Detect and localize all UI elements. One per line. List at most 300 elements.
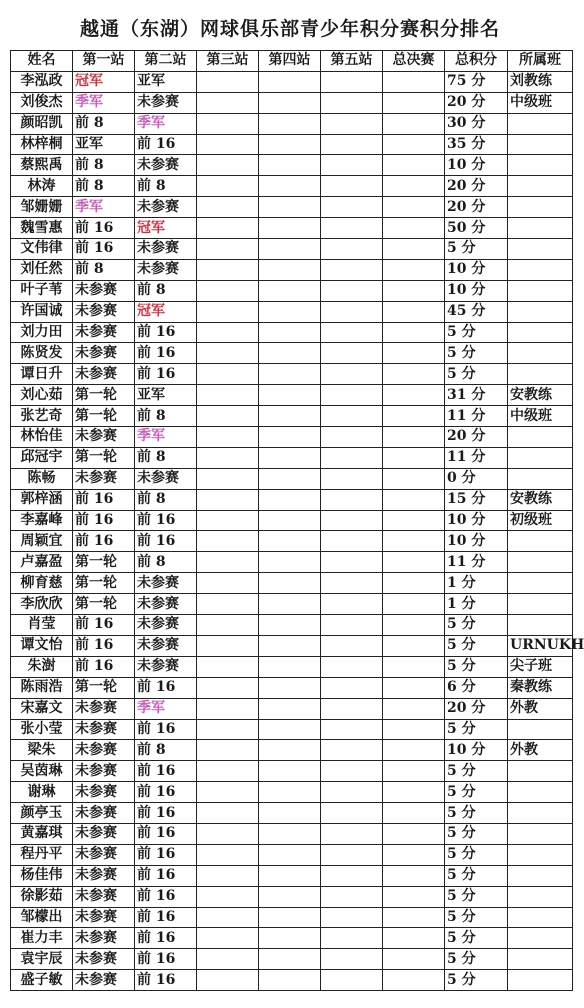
stage-1-result-cell: 第一轮	[73, 406, 135, 427]
stage-1-result-cell: 第一轮	[73, 552, 135, 573]
table-row	[11, 510, 573, 531]
player-name-cell: 叶子苇	[11, 280, 73, 301]
table-row	[11, 803, 573, 824]
table-row	[11, 844, 573, 865]
total-points-cell: 20 分	[445, 176, 508, 197]
class-cell	[508, 719, 573, 740]
stage-3-result-cell	[197, 719, 259, 740]
stage-5-result-cell	[321, 761, 383, 782]
final-result-cell	[383, 719, 445, 740]
stage-2-result-cell: 前 16	[135, 719, 197, 740]
stage-3-result-cell	[197, 343, 259, 364]
player-name-cell: 张小莹	[11, 719, 73, 740]
player-name-cell: 谢琳	[11, 782, 73, 803]
stage-2-result-cell: 前 16	[135, 907, 197, 928]
stage-5-result-cell	[321, 427, 383, 448]
stage-4-result-cell	[259, 949, 321, 970]
total-points-cell: 5 分	[445, 803, 508, 824]
stage-2-result-cell: 前 8	[135, 447, 197, 468]
stage-4-result-cell	[259, 134, 321, 155]
stage-2-result-cell: 前 16	[135, 343, 197, 364]
class-cell	[508, 782, 573, 803]
total-points-cell: 5 分	[445, 782, 508, 803]
stage-1-result-cell: 未参赛	[73, 343, 135, 364]
final-result-cell	[383, 677, 445, 698]
total-points-cell: 20 分	[445, 698, 508, 719]
final-result-cell	[383, 698, 445, 719]
stage-5-result-cell	[321, 280, 383, 301]
stage-5-result-cell	[321, 113, 383, 134]
stage-3-result-cell	[197, 155, 259, 176]
stage-1-result-cell: 未参赛	[73, 886, 135, 907]
final-result-cell	[383, 134, 445, 155]
stage-5-result-cell	[321, 71, 383, 92]
stage-5-result-cell	[321, 677, 383, 698]
class-cell	[508, 113, 573, 134]
table-header-row	[11, 51, 573, 72]
stage-1-result-cell: 第一轮	[73, 573, 135, 594]
table-body	[11, 71, 584, 990]
table-row	[11, 886, 573, 907]
stage-2-result-cell: 亚军	[135, 71, 197, 92]
stage-1-result-cell: 未参赛	[73, 844, 135, 865]
final-result-cell	[383, 886, 445, 907]
table-row	[11, 239, 573, 260]
table-row	[11, 218, 573, 239]
stage-3-result-cell	[197, 427, 259, 448]
header-stage-5: 第五站	[321, 51, 383, 72]
player-name-cell: 朱澍	[11, 656, 73, 677]
stage-5-result-cell	[321, 343, 383, 364]
stage-4-result-cell	[259, 573, 321, 594]
stage-3-result-cell	[197, 322, 259, 343]
class-cell	[508, 761, 573, 782]
class-cell	[508, 970, 573, 991]
total-points-cell: 50 分	[445, 218, 508, 239]
table-row	[11, 573, 573, 594]
stage-1-result-cell: 前 8	[73, 259, 135, 280]
final-result-cell	[383, 510, 445, 531]
stage-2-result-cell: 前 16	[135, 823, 197, 844]
table-row	[11, 343, 573, 364]
final-result-cell	[383, 343, 445, 364]
stage-1-result-cell: 未参赛	[73, 698, 135, 719]
total-points-cell: 11 分	[445, 447, 508, 468]
class-cell: 安教练	[508, 385, 573, 406]
stage-2-result-cell: 前 8	[135, 176, 197, 197]
total-points-cell: 20 分	[445, 427, 508, 448]
table-row	[11, 865, 573, 886]
stage-4-result-cell	[259, 635, 321, 656]
stage-4-result-cell	[259, 385, 321, 406]
player-name-cell: 李欣欣	[11, 594, 73, 615]
player-name-cell: 吴茵琳	[11, 761, 73, 782]
final-result-cell	[383, 197, 445, 218]
total-points-cell: 11 分	[445, 552, 508, 573]
class-cell	[508, 427, 573, 448]
stage-5-result-cell	[321, 510, 383, 531]
total-points-cell: 6 分	[445, 677, 508, 698]
total-points-cell: 1 分	[445, 573, 508, 594]
final-result-cell	[383, 761, 445, 782]
stage-2-result-cell: 前 8	[135, 552, 197, 573]
stage-4-result-cell	[259, 301, 321, 322]
stage-5-result-cell	[321, 531, 383, 552]
class-cell	[508, 552, 573, 573]
player-name-cell: 郭梓涵	[11, 489, 73, 510]
final-result-cell	[383, 155, 445, 176]
player-name-cell: 卢嘉盈	[11, 552, 73, 573]
player-name-cell: 邹檬出	[11, 907, 73, 928]
stage-2-result-cell: 前 16	[135, 844, 197, 865]
stage-5-result-cell	[321, 134, 383, 155]
stage-1-result-cell: 未参赛	[73, 322, 135, 343]
table-row	[11, 71, 573, 92]
stage-4-result-cell	[259, 719, 321, 740]
stage-5-result-cell	[321, 322, 383, 343]
class-cell	[508, 907, 573, 928]
stage-2-result-cell: 亚军	[135, 385, 197, 406]
stage-1-result-cell: 第一轮	[73, 594, 135, 615]
player-name-cell: 程丹平	[11, 844, 73, 865]
total-points-cell: 5 分	[445, 761, 508, 782]
stage-4-result-cell	[259, 698, 321, 719]
player-name-cell: 蔡熙禹	[11, 155, 73, 176]
stage-3-result-cell	[197, 552, 259, 573]
stage-3-result-cell	[197, 447, 259, 468]
class-cell: 安教练	[508, 489, 573, 510]
total-points-cell: 0 分	[445, 468, 508, 489]
final-result-cell	[383, 322, 445, 343]
final-result-cell	[383, 949, 445, 970]
stage-4-result-cell	[259, 113, 321, 134]
stage-5-result-cell	[321, 635, 383, 656]
table-row	[11, 489, 573, 510]
stage-1-result-cell: 未参赛	[73, 301, 135, 322]
total-points-cell: 5 分	[445, 635, 508, 656]
stage-1-result-cell: 未参赛	[73, 761, 135, 782]
total-points-cell: 31 分	[445, 385, 508, 406]
total-points-cell: 5 分	[445, 656, 508, 677]
total-points-cell: 11 分	[445, 406, 508, 427]
stage-3-result-cell	[197, 594, 259, 615]
stage-3-result-cell	[197, 677, 259, 698]
stage-3-result-cell	[197, 803, 259, 824]
total-points-cell: 5 分	[445, 865, 508, 886]
player-name-cell: 魏雪惠	[11, 218, 73, 239]
stage-5-result-cell	[321, 907, 383, 928]
stage-1-result-cell: 未参赛	[73, 928, 135, 949]
table-row	[11, 615, 573, 636]
table-row	[11, 468, 573, 489]
total-points-cell: 5 分	[445, 823, 508, 844]
stage-5-result-cell	[321, 176, 383, 197]
class-cell	[508, 301, 573, 322]
class-cell	[508, 134, 573, 155]
stage-2-result-cell: 前 8	[135, 280, 197, 301]
class-cell	[508, 615, 573, 636]
final-result-cell	[383, 259, 445, 280]
final-result-cell	[383, 92, 445, 113]
stage-1-result-cell: 未参赛	[73, 782, 135, 803]
stage-3-result-cell	[197, 615, 259, 636]
player-name-cell: 黄嘉琪	[11, 823, 73, 844]
table-row	[11, 531, 573, 552]
total-points-cell: 10 分	[445, 740, 508, 761]
stage-2-result-cell: 前 16	[135, 949, 197, 970]
class-cell: URNUKH	[508, 635, 573, 656]
stage-3-result-cell	[197, 573, 259, 594]
stage-3-result-cell	[197, 218, 259, 239]
table-row	[11, 301, 573, 322]
stage-5-result-cell	[321, 218, 383, 239]
stage-5-result-cell	[321, 865, 383, 886]
stage-5-result-cell	[321, 385, 383, 406]
player-name-cell: 刘力田	[11, 322, 73, 343]
stage-4-result-cell	[259, 322, 321, 343]
stage-5-result-cell	[321, 92, 383, 113]
stage-2-result-cell: 前 16	[135, 970, 197, 991]
stage-1-result-cell: 第一轮	[73, 447, 135, 468]
stage-2-result-cell: 未参赛	[135, 259, 197, 280]
stage-3-result-cell	[197, 865, 259, 886]
stage-4-result-cell	[259, 865, 321, 886]
player-name-cell: 颜昭凯	[11, 113, 73, 134]
header-stage-4: 第四站	[259, 51, 321, 72]
stage-4-result-cell	[259, 468, 321, 489]
player-name-cell: 李泓政	[11, 71, 73, 92]
stage-3-result-cell	[197, 698, 259, 719]
header-stage-1: 第一站	[73, 51, 135, 72]
total-points-cell: 5 分	[445, 719, 508, 740]
table-row	[11, 698, 573, 719]
stage-1-result-cell: 前 8	[73, 155, 135, 176]
stage-1-result-cell: 第一轮	[73, 677, 135, 698]
table-row	[11, 197, 573, 218]
final-result-cell	[383, 406, 445, 427]
player-name-cell: 刘俊杰	[11, 92, 73, 113]
stage-4-result-cell	[259, 447, 321, 468]
stage-1-result-cell: 前 16	[73, 635, 135, 656]
table-row	[11, 656, 573, 677]
stage-1-result-cell: 亚军	[73, 134, 135, 155]
stage-4-result-cell	[259, 343, 321, 364]
class-cell	[508, 364, 573, 385]
stage-5-result-cell	[321, 698, 383, 719]
stage-5-result-cell	[321, 740, 383, 761]
stage-2-result-cell: 前 8	[135, 489, 197, 510]
header-name: 姓名	[11, 51, 73, 72]
stage-2-result-cell: 前 16	[135, 782, 197, 803]
stage-5-result-cell	[321, 364, 383, 385]
table-row	[11, 280, 573, 301]
class-cell: 外教	[508, 740, 573, 761]
player-name-cell: 林涛	[11, 176, 73, 197]
stage-5-result-cell	[321, 468, 383, 489]
player-name-cell: 陈雨浩	[11, 677, 73, 698]
stage-1-result-cell: 前 16	[73, 489, 135, 510]
stage-1-result-cell: 未参赛	[73, 865, 135, 886]
table-row	[11, 447, 573, 468]
class-cell	[508, 949, 573, 970]
stage-2-result-cell: 冠军	[135, 301, 197, 322]
final-result-cell	[383, 970, 445, 991]
stage-2-result-cell: 前 8	[135, 740, 197, 761]
total-points-cell: 5 分	[445, 844, 508, 865]
stage-1-result-cell: 未参赛	[73, 280, 135, 301]
total-points-cell: 10 分	[445, 280, 508, 301]
stage-2-result-cell: 季军	[135, 698, 197, 719]
stage-5-result-cell	[321, 552, 383, 573]
class-cell	[508, 803, 573, 824]
stage-3-result-cell	[197, 907, 259, 928]
class-cell	[508, 259, 573, 280]
stage-5-result-cell	[321, 803, 383, 824]
final-result-cell	[383, 656, 445, 677]
class-cell	[508, 886, 573, 907]
stage-1-result-cell: 季军	[73, 92, 135, 113]
table-row	[11, 635, 573, 656]
player-name-cell: 宋嘉文	[11, 698, 73, 719]
table-row	[11, 761, 573, 782]
class-cell	[508, 823, 573, 844]
stage-2-result-cell: 未参赛	[135, 155, 197, 176]
stage-5-result-cell	[321, 489, 383, 510]
table-row	[11, 949, 573, 970]
final-result-cell	[383, 280, 445, 301]
table-row	[11, 113, 573, 134]
player-name-cell: 徐影茹	[11, 886, 73, 907]
stage-2-result-cell: 未参赛	[135, 239, 197, 260]
class-cell	[508, 218, 573, 239]
total-points-cell: 5 分	[445, 239, 508, 260]
class-cell: 秦教练	[508, 677, 573, 698]
stage-5-result-cell	[321, 594, 383, 615]
stage-4-result-cell	[259, 761, 321, 782]
total-points-cell: 20 分	[445, 92, 508, 113]
stage-3-result-cell	[197, 71, 259, 92]
class-cell: 刘教练	[508, 71, 573, 92]
player-name-cell: 邹姗姗	[11, 197, 73, 218]
stage-2-result-cell: 冠军	[135, 218, 197, 239]
stage-5-result-cell	[321, 844, 383, 865]
final-result-cell	[383, 385, 445, 406]
stage-2-result-cell: 未参赛	[135, 594, 197, 615]
stage-4-result-cell	[259, 844, 321, 865]
final-result-cell	[383, 447, 445, 468]
stage-3-result-cell	[197, 531, 259, 552]
total-points-cell: 5 分	[445, 949, 508, 970]
stage-4-result-cell	[259, 489, 321, 510]
stage-2-result-cell: 未参赛	[135, 635, 197, 656]
final-result-cell	[383, 865, 445, 886]
class-cell: 外教	[508, 698, 573, 719]
stage-2-result-cell: 前 16	[135, 761, 197, 782]
player-name-cell: 崔力丰	[11, 928, 73, 949]
stage-1-result-cell: 第一轮	[73, 385, 135, 406]
stage-2-result-cell: 未参赛	[135, 656, 197, 677]
final-result-cell	[383, 803, 445, 824]
stage-1-result-cell: 未参赛	[73, 949, 135, 970]
player-name-cell: 林怡佳	[11, 427, 73, 448]
stage-3-result-cell	[197, 364, 259, 385]
stage-2-result-cell: 前 16	[135, 364, 197, 385]
stage-3-result-cell	[197, 761, 259, 782]
stage-4-result-cell	[259, 510, 321, 531]
stage-4-result-cell	[259, 552, 321, 573]
stage-1-result-cell: 前 8	[73, 113, 135, 134]
player-name-cell: 袁宇辰	[11, 949, 73, 970]
table-row	[11, 385, 573, 406]
total-points-cell: 30 分	[445, 113, 508, 134]
player-name-cell: 杨佳伟	[11, 865, 73, 886]
stage-2-result-cell: 前 16	[135, 531, 197, 552]
player-name-cell: 陈畅	[11, 468, 73, 489]
total-points-cell: 5 分	[445, 343, 508, 364]
stage-2-result-cell: 前 16	[135, 510, 197, 531]
stage-2-result-cell: 季军	[135, 427, 197, 448]
class-cell: 中级班	[508, 92, 573, 113]
stage-4-result-cell	[259, 907, 321, 928]
player-name-cell: 肖莹	[11, 615, 73, 636]
total-points-cell: 35 分	[445, 134, 508, 155]
stage-3-result-cell	[197, 949, 259, 970]
stage-5-result-cell	[321, 259, 383, 280]
stage-4-result-cell	[259, 531, 321, 552]
document-title: 越通（东湖）网球俱乐部青少年积分赛积分排名	[79, 18, 500, 40]
class-cell	[508, 155, 573, 176]
player-name-cell: 谭日升	[11, 364, 73, 385]
stage-1-result-cell: 前 16	[73, 656, 135, 677]
player-name-cell: 周颖宜	[11, 531, 73, 552]
stage-4-result-cell	[259, 92, 321, 113]
final-result-cell	[383, 71, 445, 92]
stage-3-result-cell	[197, 92, 259, 113]
stage-4-result-cell	[259, 803, 321, 824]
stage-3-result-cell	[197, 385, 259, 406]
table-row	[11, 259, 573, 280]
stage-3-result-cell	[197, 970, 259, 991]
stage-3-result-cell	[197, 280, 259, 301]
class-cell	[508, 197, 573, 218]
stage-3-result-cell	[197, 656, 259, 677]
class-cell: 尖子班	[508, 656, 573, 677]
stage-3-result-cell	[197, 197, 259, 218]
stage-3-result-cell	[197, 510, 259, 531]
class-cell	[508, 531, 573, 552]
table-row	[11, 719, 573, 740]
stage-5-result-cell	[321, 155, 383, 176]
stage-2-result-cell: 未参赛	[135, 197, 197, 218]
stage-4-result-cell	[259, 364, 321, 385]
class-cell	[508, 468, 573, 489]
stage-4-result-cell	[259, 427, 321, 448]
stage-4-result-cell	[259, 656, 321, 677]
final-result-cell	[383, 740, 445, 761]
final-result-cell	[383, 635, 445, 656]
stage-3-result-cell	[197, 844, 259, 865]
table-row	[11, 677, 573, 698]
stage-2-result-cell: 未参赛	[135, 92, 197, 113]
stage-1-result-cell: 未参赛	[73, 719, 135, 740]
stage-3-result-cell	[197, 406, 259, 427]
final-result-cell	[383, 531, 445, 552]
stage-2-result-cell: 未参赛	[135, 615, 197, 636]
stage-3-result-cell	[197, 239, 259, 260]
class-cell: 初级班	[508, 510, 573, 531]
total-points-cell: 5 分	[445, 928, 508, 949]
table-row	[11, 907, 573, 928]
